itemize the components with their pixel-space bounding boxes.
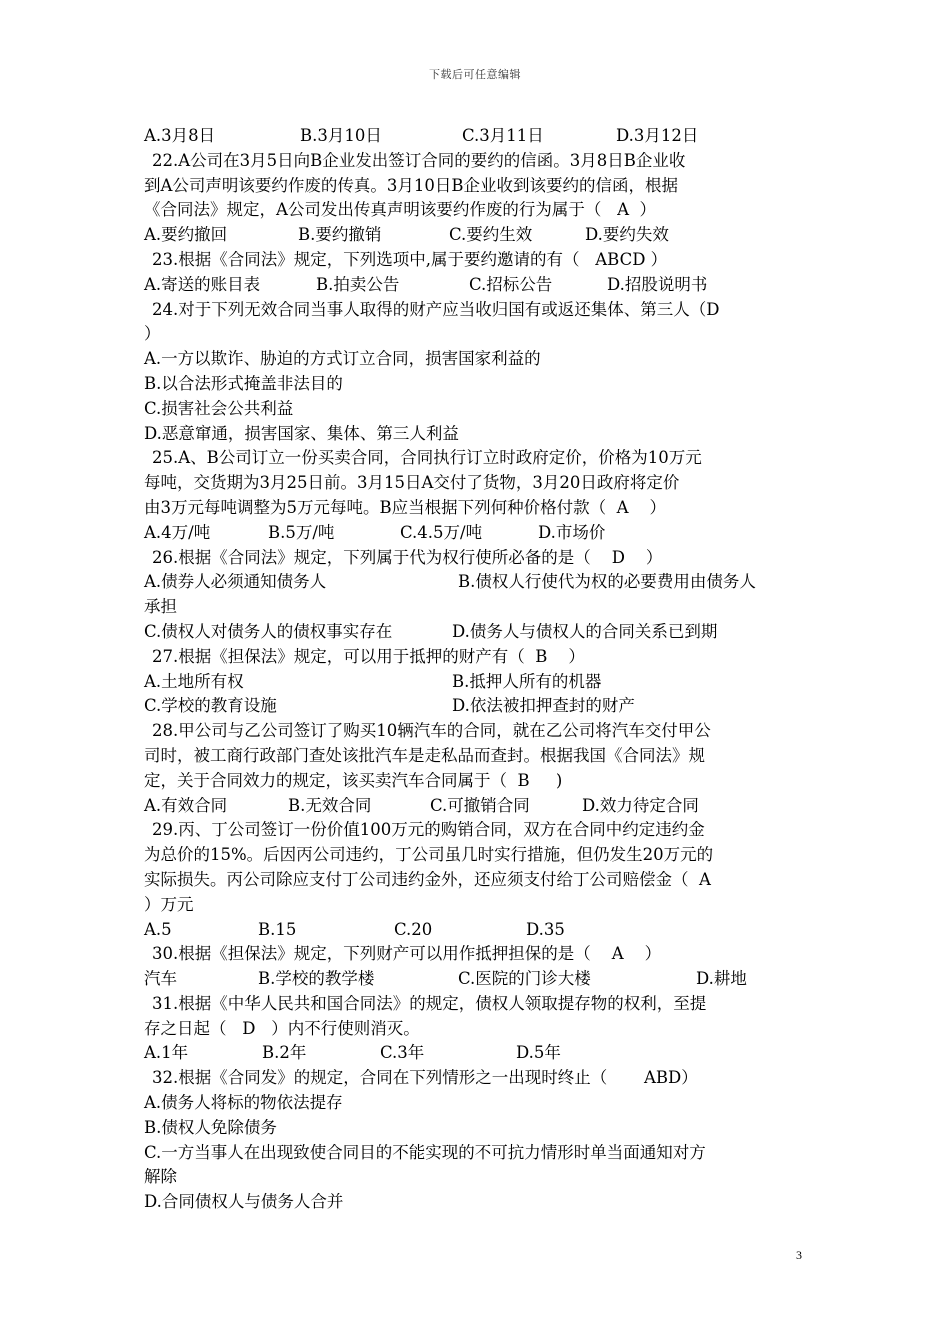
options-row [144, 223, 810, 248]
answer-option: C.3月11日 [462, 126, 544, 145]
text-line: 解除 [144, 1167, 177, 1187]
answer-option: C.要约生效 [449, 225, 533, 245]
answer-option: D.依法被扣押查封的财产 [452, 696, 635, 716]
text-line: A.一方以欺诈、胁迫的方式订立合同，损害国家利益的 [144, 349, 541, 369]
answer-option: A.有效合同 [144, 795, 228, 815]
text-line: D.恶意窜通，损害国家、集体、第三人利益 [144, 423, 459, 443]
text-line: 由3万元每吨调整为5万元每吨。B应当根据下列何种价格付款（ A ） [144, 497, 667, 517]
answer-option: B.拍卖公告 [316, 274, 400, 294]
text-line: 31.根据《中华人民共和国合同法》的规定，债权人领取提存物的权利，至提 [152, 993, 707, 1013]
answer-option: B.要约撤销 [298, 225, 382, 245]
answer-option: D.市场价 [538, 522, 606, 542]
options-row [144, 794, 810, 819]
text-line: 22.A公司在3月5日向B企业发出签订合同的要约的信函。3月8日B企业收 [152, 150, 686, 170]
answer-option: C.可撤销合同 [430, 795, 530, 815]
options-row [144, 521, 810, 546]
answer-option: D.耕地 [696, 969, 747, 989]
answer-option: B.3月10日 [300, 126, 382, 145]
options-row [144, 570, 810, 595]
text-line: B.以合法形式掩盖非法目的 [144, 373, 343, 393]
text-line: 每吨，交货期为3月25日前。3月15日A交付了货物，3月20日政府将定价 [144, 473, 680, 493]
answer-option: A.寄送的账目表 [144, 274, 261, 294]
text-line: ） [144, 324, 161, 344]
answer-option: B.5万/吨 [268, 522, 335, 542]
answer-option: A.4万/吨 [144, 522, 211, 542]
answer-option: A.1年 [144, 1043, 189, 1063]
text-line: 30.根据《担保法》规定，下列财产可以用作抵押担保的是（ A ） [152, 944, 662, 964]
options-row [144, 1041, 810, 1066]
answer-option: A.3月8日 [144, 126, 216, 145]
answer-option: C.4.5万/吨 [400, 522, 483, 542]
answer-option: D.效力待定合同 [582, 795, 699, 815]
text-line: 23.根据《合同法》规定，下列选项中,属于要约邀请的有（ ABCD ） [152, 249, 668, 269]
answer-option: C.债权人对债务人的债权事实存在 [144, 621, 393, 641]
answer-option: B.债权人行使代为权的必要费用由债务人 [458, 572, 756, 592]
options-row [144, 670, 810, 695]
answer-option: A.债券人必须通知债务人 [144, 572, 327, 592]
answer-option: D.招股说明书 [607, 274, 708, 294]
text-line: C.一方当事人在出现致使合同目的不能实现的不可抗力情形时单当面通知对方 [144, 1142, 706, 1162]
answer-option: C.招标公告 [469, 274, 553, 294]
answer-option: C.20 [394, 919, 433, 939]
text-line: 为总价的15%。后因丙公司违约，丁公司虽几时实行措施，但仍发生20万元的 [144, 845, 714, 865]
answer-option: C.医院的门诊大楼 [458, 969, 591, 989]
text-line: 24.对于下列无效合同当事人取得的财产应当收归国有或返还集体、第三人（D [152, 299, 720, 319]
text-line: D.合同债权人与债务人合并 [144, 1192, 344, 1212]
answer-option: B.无效合同 [288, 795, 372, 815]
text-line: 承担 [144, 597, 177, 617]
answer-option: C.3年 [380, 1043, 425, 1063]
text-line: 实际损失。丙公司除应支付丁公司违约金外，还应须支付给丁公司赔偿金（ A [144, 869, 711, 889]
text-line: 29.丙、丁公司签订一份价值100万元的购销合同，双方在合同中约定违约金 [152, 820, 705, 840]
answer-option: D.5年 [516, 1043, 561, 1063]
text-line: 司时，被工商行政部门查处该批汽车是走私品而查封。根据我国《合同法》规 [144, 745, 705, 765]
answer-option: A.要约撤回 [144, 225, 228, 245]
options-row [144, 620, 810, 645]
text-line: 28.甲公司与乙公司签订了购买10辆汽车的合同，就在乙公司将汽车交付甲公 [152, 721, 711, 741]
answer-option: D.3月12日 [616, 126, 699, 145]
text-line: 存之日起（ D ）内不行使则消灭。 [144, 1018, 420, 1038]
text-line: 32.根据《合同发》的规定，合同在下列情形之一出现时终止（ ABD） [152, 1068, 698, 1088]
text-line: 27.根据《担保法》规定，可以用于抵押的财产有（ B ） [152, 646, 585, 666]
text-line: 26.根据《合同法》规定，下列属于代为权行使所必备的是（ D ） [152, 547, 663, 567]
options-row [144, 967, 810, 992]
answer-option: A.土地所有权 [144, 671, 244, 691]
answer-option: D.要约失效 [585, 225, 669, 245]
text-line: B.债权人免除债务 [144, 1117, 277, 1137]
page-header: 下载后可任意编辑 [429, 68, 521, 81]
options-row [144, 694, 810, 719]
options-row [144, 124, 810, 149]
answer-option: B.15 [258, 919, 297, 939]
text-line: C.损害社会公共利益 [144, 398, 294, 418]
options-row [144, 918, 810, 943]
answer-option: D.35 [526, 919, 565, 939]
text-line: A.债务人将标的物依法提存 [144, 1093, 343, 1113]
page-number: 3 [796, 1248, 802, 1262]
answer-option: 汽车 [144, 969, 177, 989]
text-line: 定，关于合同效力的规定，该买卖汽车合同属于（ B ) [144, 770, 563, 790]
answer-option: C.学校的教育设施 [144, 696, 277, 716]
answer-option: A.5 [144, 919, 172, 939]
text-line: 《合同法》规定，A公司发出传真声明该要约作废的行为属于（ A ） [144, 200, 657, 220]
text-line: 25.A、B公司订立一份买卖合同，合同执行订立时政府定价，价格为10万元 [152, 448, 702, 468]
text-line: ）万元 [144, 894, 194, 914]
answer-option: B.学校的教学楼 [258, 969, 375, 989]
text-line: 到A公司声明该要约作废的传真。3月10日B企业收到该要约的信函，根据 [144, 175, 679, 195]
answer-option: B.2年 [262, 1043, 307, 1063]
answer-option: D.债务人与债权人的合同关系已到期 [452, 621, 718, 641]
answer-option: B.抵押人所有的机器 [452, 671, 602, 691]
document-body [144, 124, 810, 1215]
options-row [144, 273, 810, 298]
